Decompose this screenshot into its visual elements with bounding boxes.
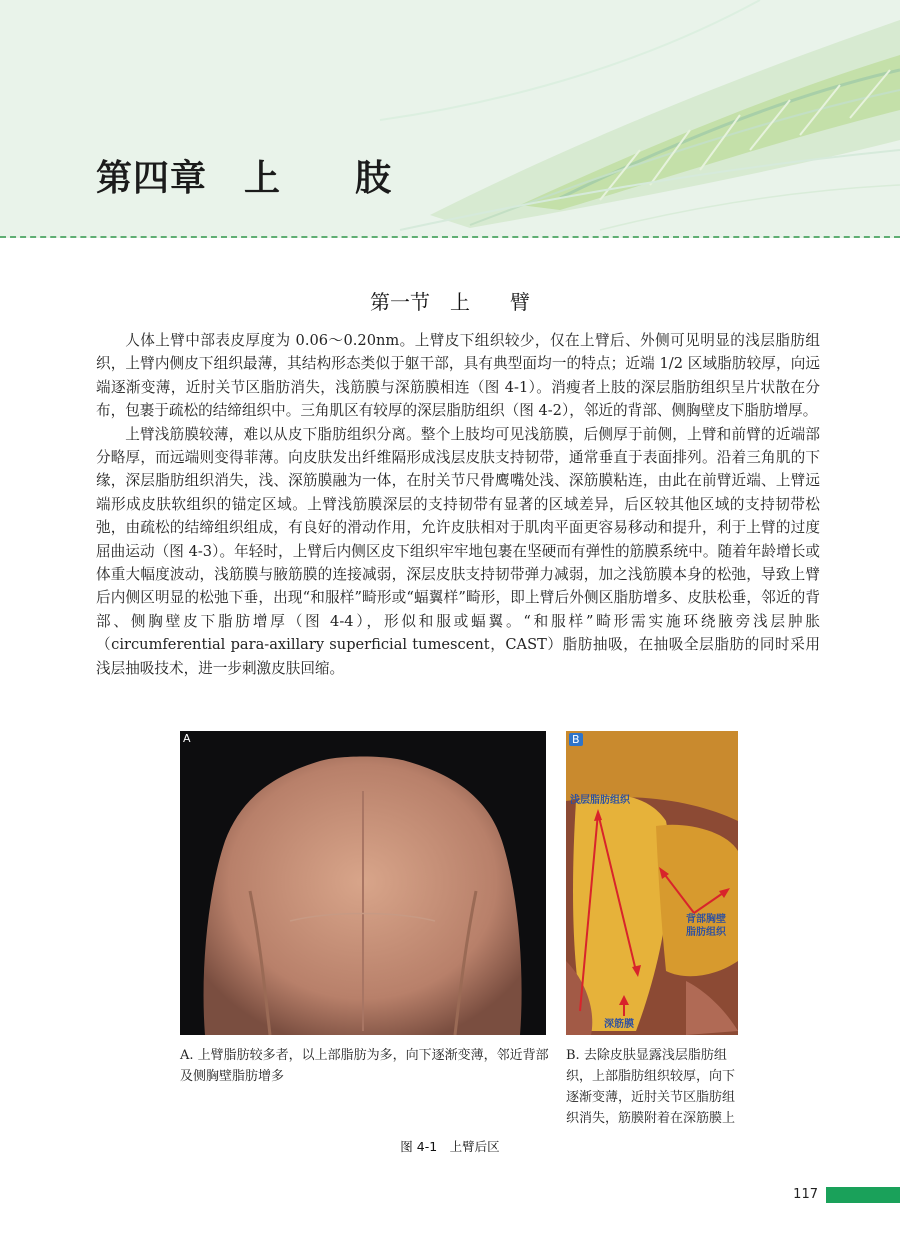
page-number-bar (826, 1187, 900, 1203)
figure-panel-a-photo (180, 731, 546, 1035)
annotation-shallow-fat: 浅层脂肪组织 (570, 795, 630, 806)
figure-panel-b-photo (566, 731, 738, 1035)
chapter-title: 第四章 上 肢 (96, 158, 393, 199)
page-number: 117 (793, 1187, 818, 1202)
paragraph: 人体上臂中部表皮厚度为 0.06～0.20nm。上臂皮下组织较少，仅在上臂后、外侧可见明显的浅层脂肪组织，上臂内侧皮下组织最薄，其结构形态类似于躯干部，具有典型面均一的特点；近端 1/2 区域脂肪较厚，向远端逐渐变薄，近肘关节区脂肪消失，浅筋膜与深筋膜相连（图 4-1）。消瘦者上肢的深层脂肪组织呈片状散在分布，包裹于疏松的结缔组织中。三角肌区有较厚的深层脂肪组织（图 4-2），邻近的背部、侧胸壁皮下脂肪增厚。 (96, 332, 820, 420)
figure-caption-a: A. 上臂脂肪较多者，以上部脂肪为多，向下逐渐变薄，邻近背部及侧胸壁脂肪增多 (180, 1048, 549, 1084)
panel-b-tag: B (569, 733, 583, 746)
annotation-line: 脂肪组织 (686, 927, 726, 938)
header-dashed-divider (0, 236, 900, 238)
body-text (96, 329, 820, 680)
paragraph: 上臂浅筋膜较薄，难以从皮下脂肪组织分离。整个上肢均可见浅筋膜，后侧厚于前侧，上臂和前臂的近端部分略厚，而远端则变得菲薄。向皮肤发出纤维隔形成浅层皮肤支持韧带，通常垂直于表面排列。沿着三角肌的下缘，深层脂肪组织消失，浅、深筋膜融为一体，在肘关节尺骨鹰嘴处浅、深筋膜粘连，由此在前臂近端、上臂远端形成皮肤软组织的锚定区域。上臂浅筋膜深层的支持韧带有显著的区域差异，后区较其他区域的支持韧带松弛，由疏松的结缔组织组成，有良好的滑动作用，允许皮肤相对于肌肉平面更容易移动和提升，利于上臂的过度屈曲运动（图 4-3）。年轻时，上臂后内侧区皮下组织牢牢地包裹在坚硬而有弹性的筋膜系统中。随着年龄增长或体重大幅度波动，浅筋膜与腋筋膜的连接减弱，深层皮肤支持韧带弹力减弱，加之浅筋膜本身的松弛，导致上臂后内侧区明显的松弛下垂，出现“和服样”畸形或“蝠翼样”畸形，即上臂后外侧区脂肪增多、皮肤松垂，邻近的背部、侧胸壁皮下脂肪增厚（图 4-4），形似和服或蝠翼。“和服样”畸形需实施环绕腋旁浅层肿胀（circumferential para-axillary superficial tumescent，CAST）脂肪抽吸，在抽吸全层脂肪的同时采用浅层抽吸技术，进一步刺激皮肤回缩。 (96, 425, 820, 677)
annotation-back-chest-fat (676, 913, 736, 939)
header-decoration-illustration (0, 0, 900, 238)
section-title: 第一节 上 臂 (370, 290, 530, 314)
chapter-header-banner (0, 0, 900, 238)
figure-caption-b: B. 去除皮肤显露浅层脂肪组织，上部脂肪组织较厚，向下逐渐变薄，近肘关节区脂肪组织消失，筋膜附着在深筋膜上 (566, 1048, 736, 1126)
dissection-photo-illustration (566, 731, 738, 1035)
annotation-deep-fascia: 深筋膜 (604, 1019, 634, 1030)
annotation-line: 背部胸壁 (686, 914, 726, 925)
panel-a-tag: A (183, 732, 191, 745)
back-photo-illustration (180, 731, 546, 1035)
figure-title: 图 4-1 上臂后区 (400, 1139, 500, 1154)
